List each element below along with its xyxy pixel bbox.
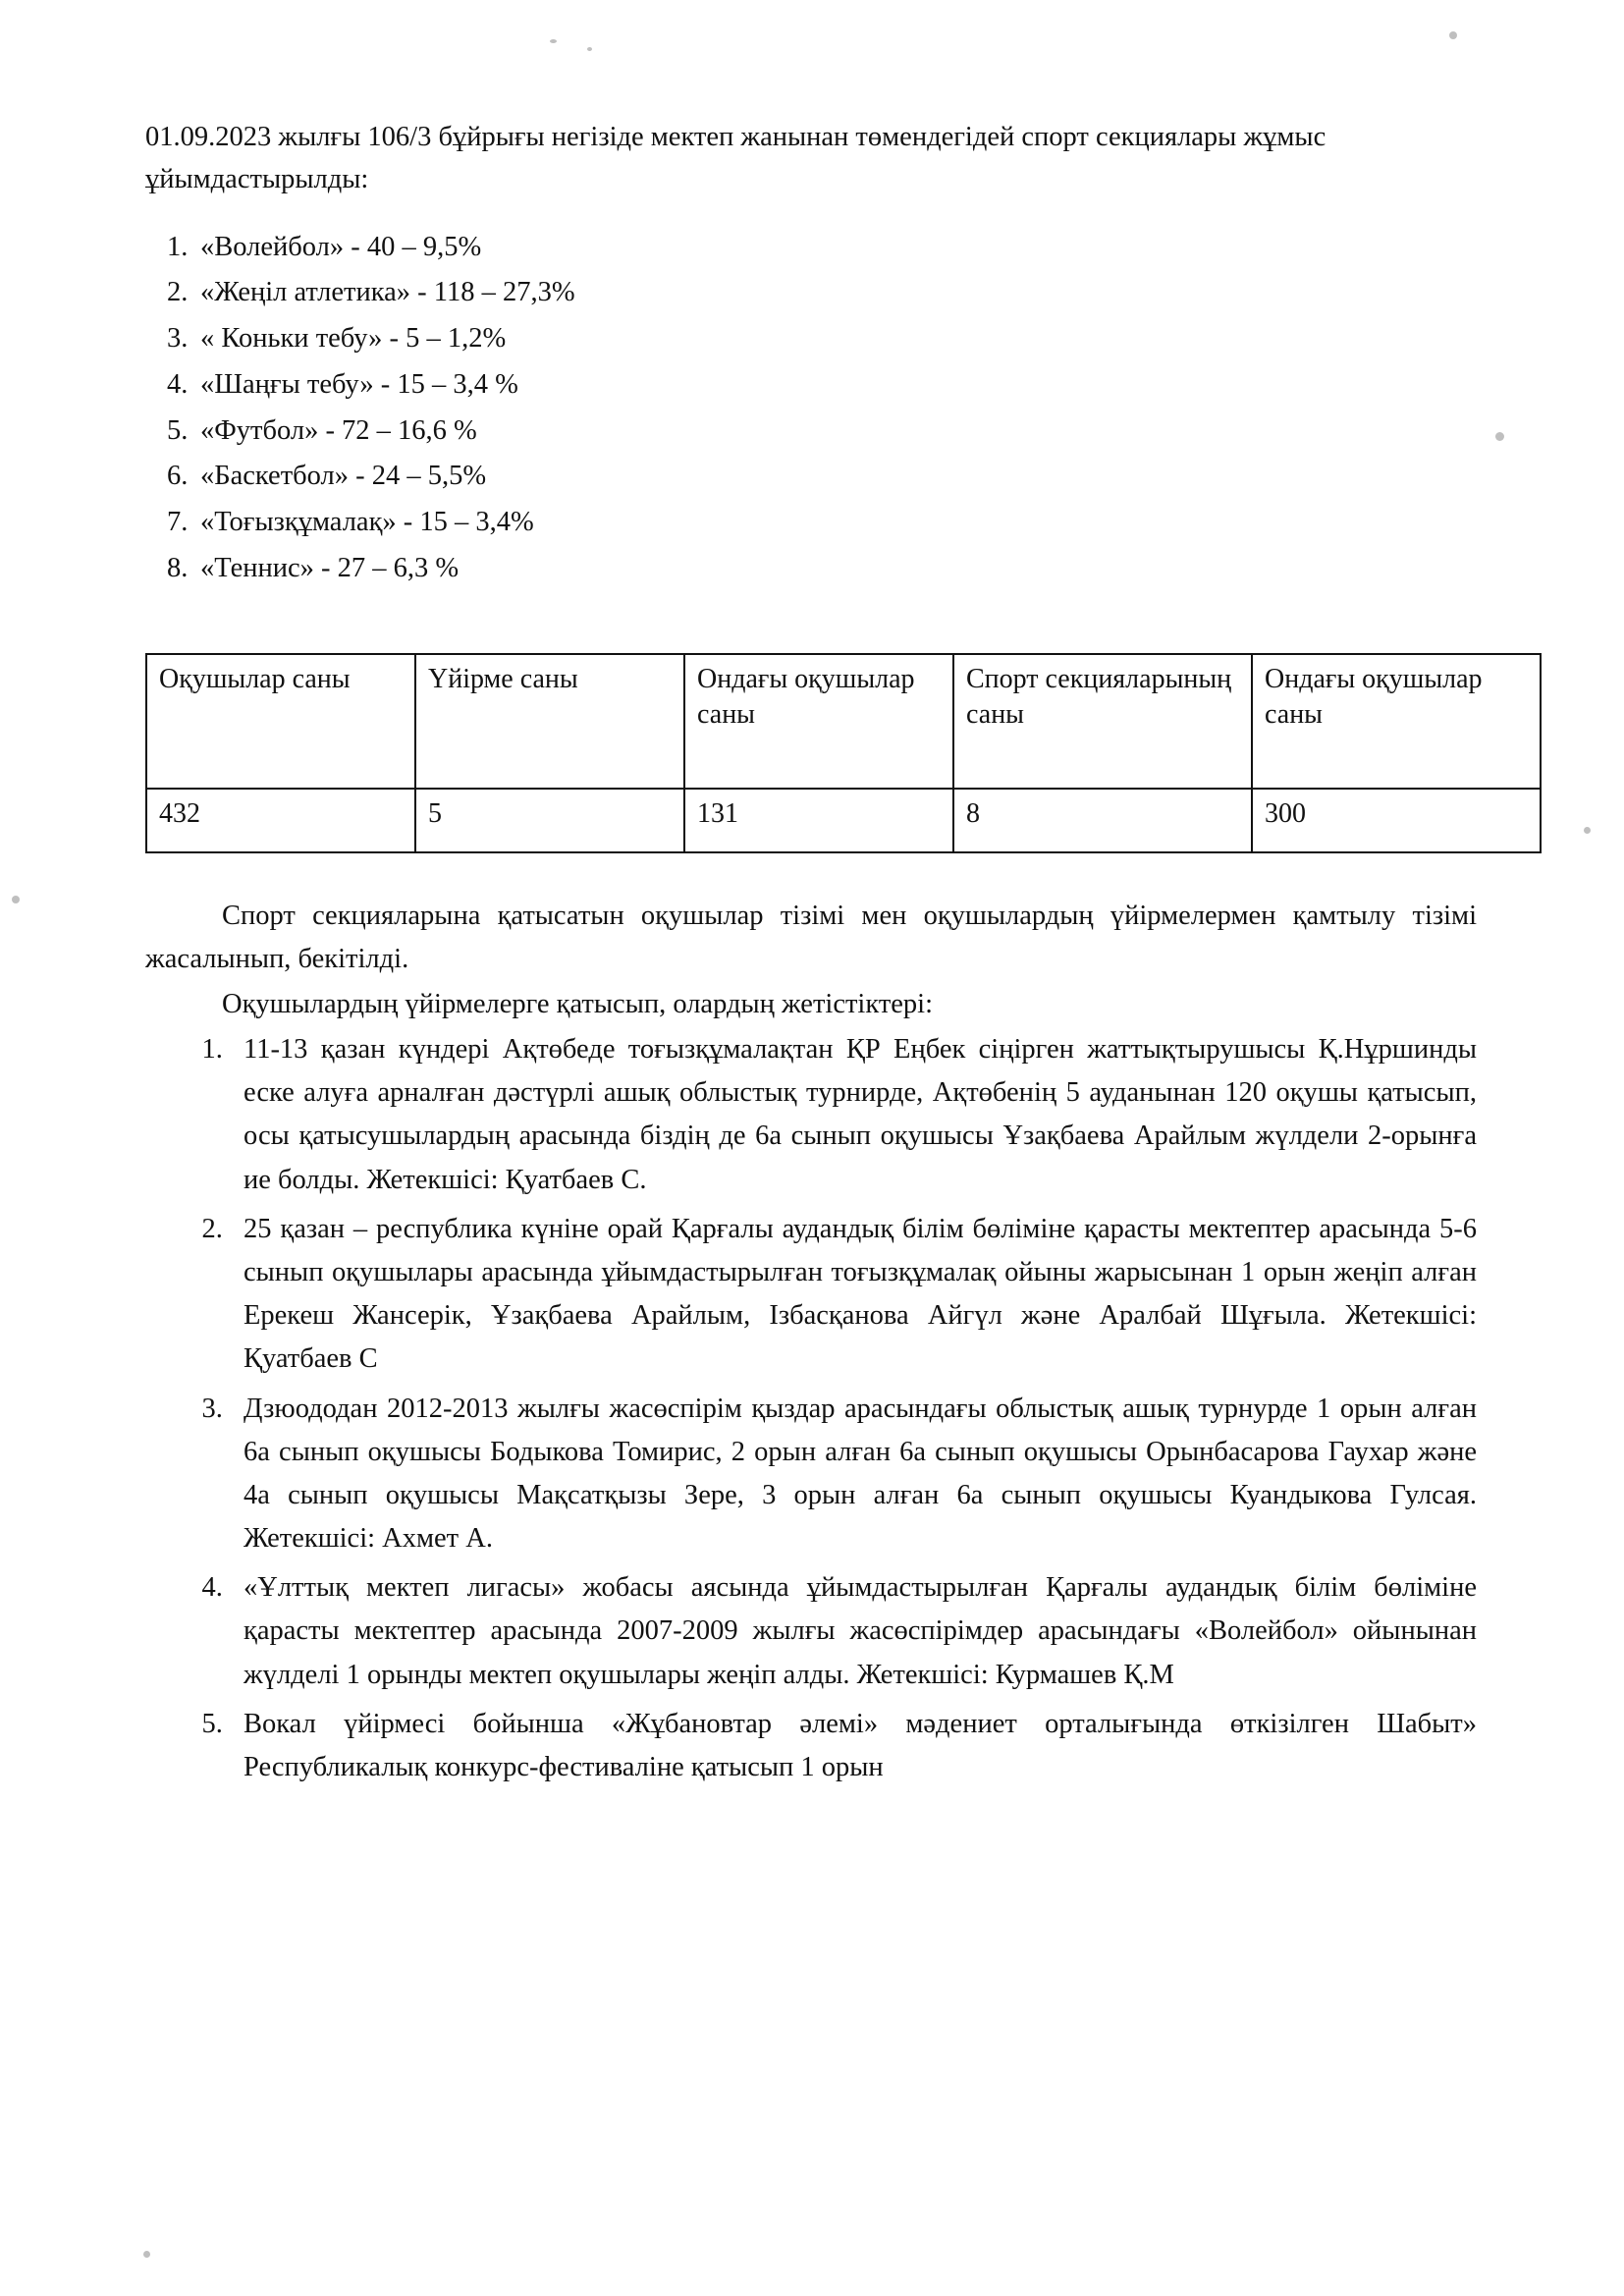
list-item-label: «Волейбол» - 40 – 9,5% bbox=[200, 231, 482, 262]
list-item bbox=[145, 502, 1477, 544]
table-cell: 432 bbox=[146, 789, 415, 852]
scan-speck bbox=[12, 896, 20, 903]
table-column-header: Оқушылар саны bbox=[146, 654, 415, 789]
list-item: 1. 11-13 қазан күндері Ақтөбеде тоғызқұмалақтан ҚР Еңбек сіңірген жаттықтырушысы Қ.Нұршинды еске алуға арналған дәстүрлі ашық облыстық турнирде, Ақтөбенің 5 ауданынан 120 оқушы қатысып, осы қатысушылардың арасында біздің де 6а сынып оқушысы Ұзақбаева Арайлым жүлдели 2-орынға ие болды. Жетекшісі: Қуатбаев С. bbox=[230, 1028, 1477, 1202]
list-item-label: «Тоғызқұмалақ» - 15 – 3,4% bbox=[200, 507, 534, 538]
achievements-lead-paragraph: Оқушылардың үйірмелерге қатысып, олардың жетістіктері: bbox=[222, 988, 934, 1019]
table-cell: 8 bbox=[953, 789, 1252, 852]
list-item: 5. Вокал үйірмесі бойынша «Жұбановтар әлемі» мәдениет орталығында өткізілген Шабыт» Республикалық конкурс-фестиваліне қатысып 1 орын bbox=[230, 1703, 1477, 1789]
list-item-label: «Шаңғы тебу» - 15 – 3,4 % bbox=[200, 368, 518, 400]
table-column-header: Ондағы оқушылар саны bbox=[684, 654, 953, 789]
scan-speck bbox=[1449, 31, 1457, 39]
paragraph-after-table: Спорт секцияларына қатысатын оқушылар тізімі мен оқушылардың үйірмелермен қамтылу тізімі жасалынып, бекітілді. bbox=[145, 900, 1477, 974]
list-item: 4. «Ұлттық мектеп лигасы» жобасы аясында ұйымдастырылған Қарғалы аудандық білім бөліміне қарасты мектептер арасында 2007-2009 жылғы жасөспірімдер арасындағы «Волейбол» ойынынан жүлделі 1 орынды мектеп оқушылары жеңіп алды. Жетекшісі: Курмашев Қ.М bbox=[230, 1566, 1477, 1697]
table-row bbox=[146, 789, 1541, 852]
list-item-number: 1. bbox=[167, 231, 189, 262]
sports-sections-list bbox=[145, 227, 1477, 590]
table-column-header: Үйірме саны bbox=[415, 654, 684, 789]
list-item bbox=[145, 456, 1477, 498]
statistics-table bbox=[145, 653, 1542, 853]
list-item-label: «Жеңіл атлетика» - 118 – 27,3% bbox=[200, 277, 575, 308]
scan-speck bbox=[587, 47, 592, 51]
list-item-label: «Футбол» - 72 – 16,6 % bbox=[200, 414, 477, 446]
list-item: 3. Дзюододан 2012-2013 жылғы жасөспірім қыздар арасындағы облыстық ашық турнурде 1 орын алған 6а сынып оқушысы Бодыкова Томирис, 2 орын алған 6а сынып оқушысы Орынбасарова Гаухар және 4а сынып оқушысы Мақсатқызы Зере, 3 орын алған 6а сынып оқушысы Куандыкова Гулсая. Жетекшісі: Ахмет А. bbox=[230, 1388, 1477, 1561]
list-item-number: 5. bbox=[167, 414, 189, 446]
list-item-label: «Теннис» - 27 – 6,3 % bbox=[200, 552, 460, 583]
list-item-number: 4. bbox=[167, 368, 189, 400]
table-body bbox=[146, 789, 1541, 852]
list-item-number: 8. bbox=[167, 552, 189, 583]
list-item-label: «Баскетбол» - 24 – 5,5% bbox=[200, 461, 487, 492]
table-cell: 5 bbox=[415, 789, 684, 852]
list-item bbox=[145, 318, 1477, 360]
table-column-header: Спорт секцияларының саны bbox=[953, 654, 1252, 789]
list-item-number: 6. bbox=[167, 461, 189, 492]
scan-speck bbox=[550, 39, 557, 43]
list-item-number: 2. bbox=[167, 277, 189, 308]
table-cell: 131 bbox=[684, 789, 953, 852]
list-item-number: 3. bbox=[167, 323, 189, 355]
list-item bbox=[145, 364, 1477, 407]
list-item bbox=[145, 227, 1477, 269]
table-column-header: Ондағы оқушылар саны bbox=[1252, 654, 1541, 789]
table-cell: 300 bbox=[1252, 789, 1541, 852]
list-item bbox=[145, 272, 1477, 314]
table-row bbox=[146, 654, 1541, 789]
intro-paragraph: 01.09.2023 жылғы 106/3 бұйрығы негізіде мектеп жанынан төмендегідей спорт секциялары жұмыс ұйымдастырылды: bbox=[145, 122, 1326, 195]
scan-speck bbox=[143, 2251, 150, 2258]
list-item-number: 7. bbox=[167, 507, 189, 538]
scan-speck bbox=[1495, 432, 1504, 441]
scan-speck bbox=[1584, 827, 1591, 834]
achievements-list bbox=[145, 1028, 1477, 1789]
list-item bbox=[145, 410, 1477, 453]
table-header bbox=[146, 654, 1541, 789]
list-item bbox=[145, 548, 1477, 590]
list-item-label: « Коньки тебу» - 5 – 1,2% bbox=[200, 323, 507, 355]
list-item: 2. 25 қазан – республика күніне орай Қарғалы аудандық білім бөліміне қарасты мектептер арасында 5-6 сынып оқушылары арасында ұйымдастырылған тоғызқұмалақ ойыны жарысынан 1 орын жеңіп алған Ерекеш Жансерік, Ұзақбаева Арайлым, Ізбасқанова Айгүл және Аралбай Шұғыла. Жетекшісі: Қуатбаев С bbox=[230, 1208, 1477, 1382]
